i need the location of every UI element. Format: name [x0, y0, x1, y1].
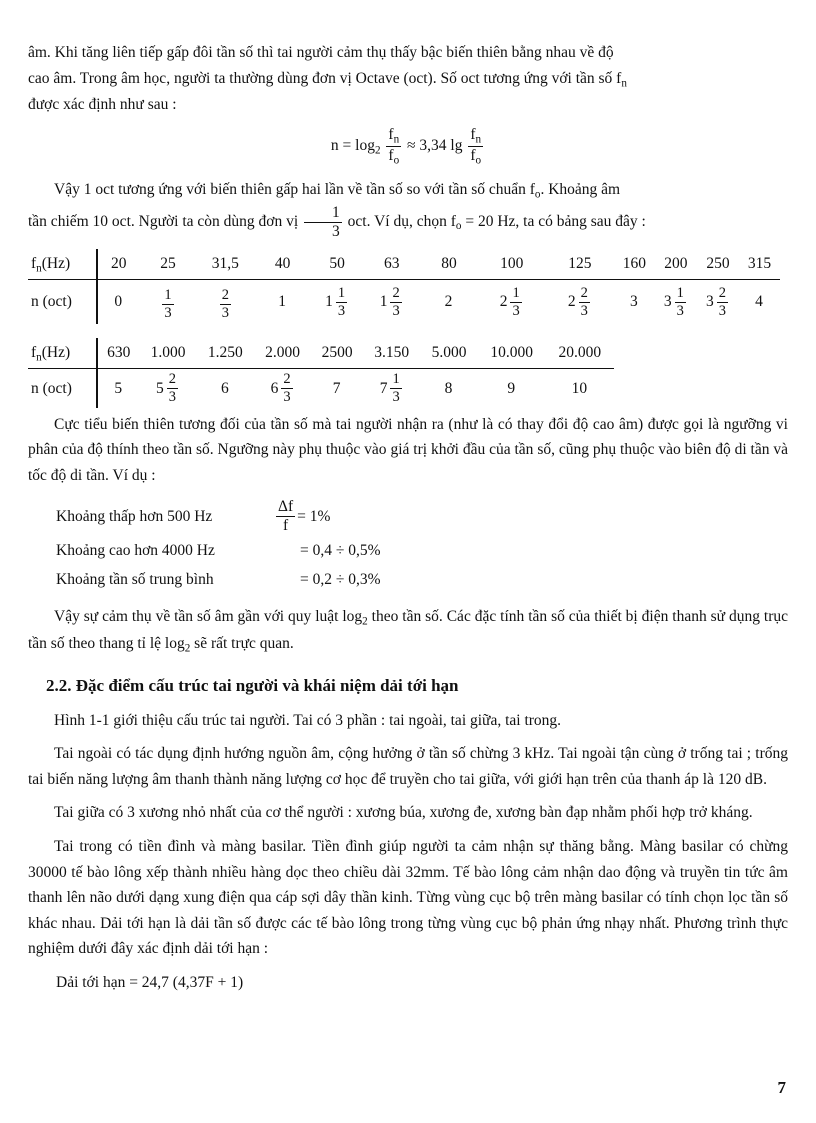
octave-cell: 2 $\frac{1}{3}$ [499, 284, 520, 319]
frequency-cell: 250 [697, 249, 739, 280]
paragraph-intro [28, 40, 788, 118]
frequency-cell: 2500 [311, 338, 363, 369]
frequency-cell: 2.000 [254, 338, 311, 369]
octave-cell: 5 $\frac{2}{3}$ [156, 371, 177, 406]
paragraph-inner-ear: Tai trong có tiền đình và màng basilar. Tiền đình giúp người ta cảm nhận sự thăng bằng. Màng basilar có chừng 30000 tế bào lông xếp thành nhiều hàng dọc theo chiều dài 32mm. Tế bào lông cảm nhận dao động và truyền tin tức âm thanh lên não dưới dạng xung điện qua cáp sợi dây thần kinh. Từng vùng cục bộ trên màng basilar có tính chọn lọc tần số khác nhau. Dải tới hạn là dải tần số được các tế bào lông trong từng vùng cục bộ phản ứng nhạy nhất. Phương trình thực nghiệm dưới đây xác định dải tới hạn : [28, 838, 788, 958]
octave-cell: 6 $\frac{2}{3}$ [270, 371, 291, 406]
section-heading: 2.2. Đặc điểm cấu trúc tai người và khái niệm dải tới hạn [46, 675, 459, 695]
page-number: 7 [777, 1078, 786, 1097]
frequency-cell: 20.000 [546, 338, 614, 369]
octave-cell: 9 [507, 379, 516, 397]
octave-cell: $\frac{2}{3}$ [221, 287, 229, 322]
octave-cell: 1 $\frac{1}{3}$ [325, 284, 346, 319]
frequency-cell: 63 [363, 249, 420, 280]
row-label-octave: n (oct) [28, 369, 97, 408]
intro-line-1: âm. Khi tăng liên tiếp gấp đôi tần số thì tai người cảm thụ thấy bậc biến thiên bằng nhau về độ [28, 44, 614, 61]
octave-formula: $n = \log_2$ $\frac{f_n}{f_o}$ ≈ 3,34 lg $\frac{f_n}{f_o}$ [330, 125, 482, 167]
formula-fraction-2: $\frac{f_n}{f_o}$ [470, 125, 482, 167]
octave-cell: 7 [332, 379, 341, 397]
octave-cell: 5 [114, 379, 123, 397]
frequency-cell: 20 [97, 249, 139, 280]
page-body [28, 40, 788, 1003]
frequency-cell: 25 [139, 249, 196, 280]
intro-line-3: được xác định như sau : [28, 96, 177, 114]
frequency-cell: 31,5 [197, 249, 254, 280]
frequency-cell: 40 [254, 249, 311, 280]
octave-cell: 2 $\frac{2}{3}$ [567, 284, 588, 319]
frequency-cell: 5.000 [420, 338, 477, 369]
subscript: n [621, 76, 627, 89]
delta-f-fraction: $\frac{\Delta f}{f}$ [278, 498, 294, 535]
octave-cell: 1 [278, 293, 286, 311]
frequency-cell: 50 [311, 249, 363, 280]
octave-cell: 3 $\frac{1}{3}$ [663, 284, 684, 319]
paragraph-octave: Vậy 1 oct tương ứng với biến thiên gấp hai lần về tần số so với tần số chuẩn $f_o$. Khoảng âm tần chiếm 10 oct. Người ta còn dùng đơn vị $\frac{1}{3}$ oct. Ví dụ, chọn $f_o = 20$ Hz, ta có bảng sau đây : [28, 181, 646, 240]
octave-cell: 4 [755, 293, 763, 311]
frequency-cell: 315 [739, 249, 780, 280]
row-label-frequency: $f_n(Hz)$ [28, 249, 97, 280]
table-row-octave-1 [28, 280, 780, 324]
octave-cell: 8 [444, 379, 453, 397]
range-row: Khoảng tần số trung bình = 0,2 ÷ 0,3% [56, 570, 381, 588]
paragraph-middle-ear: Tai giữa có 3 xương nhỏ nhất của cơ thể người : xương búa, xương đe, xương bàn đạp nhằm phối hợp trở kháng. [54, 804, 753, 822]
octave-cell: 7 $\frac{1}{3}$ [379, 371, 400, 406]
octave-cell: 2 [444, 293, 453, 311]
paragraph-log2: Vậy sự cảm thụ về tần số âm gần với quy luật $\log_2$ theo tần số. Các đặc tính tần số của thiết bị điện thanh sử dụng trục tần số theo thang tỉ lệ $\log_2$ sẽ rất trực quan. [28, 608, 789, 655]
threshold-ranges [56, 498, 788, 592]
octave-cell: 10 [571, 379, 588, 397]
critical-band-formula: Dải tới hạn = 24,7 (4,37F + 1) [56, 973, 244, 991]
paragraph-ear-structure: Hình 1-1 giới thiệu cấu trúc tai người. Tai có 3 phần : tai ngoài, tai giữa, tai trong. [54, 711, 562, 729]
octave-cell: 6 [220, 379, 229, 397]
row-label-octave: n (oct) [28, 280, 97, 324]
octave-cell: 1 $\frac{2}{3}$ [379, 284, 400, 319]
formula-fraction-1: $\frac{f_n}{f_o}$ [388, 125, 400, 167]
intro-line-2: cao âm. Trong âm học, người ta thường dùng đơn vị Octave (oct). Số oct tương ứng với tần số f [28, 69, 622, 87]
frequency-cell: 125 [546, 249, 614, 280]
range-row: Khoảng cao hơn 4000 Hz = 0,4 ÷ 0,5% [56, 542, 381, 560]
range-row: Khoảng thấp hơn 500 Hz $\frac{\Delta f}{f}$ = 1% [56, 498, 331, 535]
frequency-cell: 200 [655, 249, 697, 280]
paragraph-outer-ear: Tai ngoài có tác dụng định hướng nguồn âm, cộng hưởng ở tần số chừng 3 kHz. Tai ngoài tận cùng ở trống tai ; trống tai biến năng lượng âm thanh thành năng lượng cơ học để truyền cho tai giữa, với giới hạn trên của thanh áp là 120 dB. [28, 745, 788, 788]
frequency-cell: 160 [614, 249, 655, 280]
one-third-fraction: $\frac{1}{3}$ [304, 204, 342, 241]
frequency-cell: 80 [420, 249, 477, 280]
octave-cell: 3 [630, 293, 638, 311]
table-row-octave-2 [28, 369, 780, 408]
frequency-cell: 1.000 [139, 338, 196, 369]
frequency-cell: 1.250 [197, 338, 254, 369]
octave-cell: 3 $\frac{2}{3}$ [705, 284, 726, 319]
paragraph-threshold: Cực tiểu biến thiên tương đối của tần số mà tai người nhận ra (như là có thay đổi độ cao âm) được gọi là ngưỡng vi phân của độ thính theo tần số. Ngưỡng này phụ thuộc vào giá trị khởi đầu của tần số, cũng phụ thuộc vào biên độ di tần và tốc độ di tần. Ví dụ : [28, 415, 788, 484]
frequency-cell: 10.000 [478, 338, 546, 369]
frequency-cell: 630 [97, 338, 139, 369]
table-row-frequency-2 [28, 338, 780, 369]
frequency-cell: 3.150 [363, 338, 420, 369]
octave-cell: 0 [114, 293, 123, 311]
frequency-cell: 100 [478, 249, 546, 280]
row-label-frequency: $f_n(Hz)$ [28, 338, 97, 369]
octave-cell: $\frac{1}{3}$ [164, 287, 172, 322]
frequency-octave-table [28, 249, 780, 408]
table-row-frequency-1 [28, 249, 780, 280]
